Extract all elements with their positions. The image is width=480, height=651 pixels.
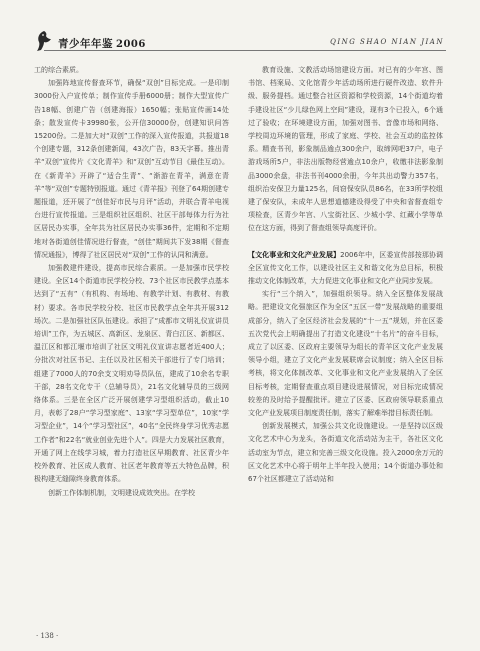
yearbook-title: [58, 36, 146, 51]
paragraph: [248, 420, 443, 486]
paragraph: [248, 249, 443, 289]
paragraph-text: 工的综合素质。: [34, 66, 83, 74]
brand-name: 青少年: [58, 38, 91, 50]
paragraph: [34, 77, 229, 262]
section-keyword: 【文化事业和文化产业发展】: [248, 250, 341, 259]
paragraph: [34, 64, 229, 77]
yearbook-year: 2006: [116, 39, 146, 50]
paragraph-text: 教育设施、文教活动场馆建设方面。对已有的少年宫、图书馆、档案局、文化馆青少年活动场所进行硬件改造、软件升级、服务提档。通过整合社区资源和学校资源，14个街道均着手建设社区“少儿绿色网上空间”建设，现有3个已投入，6个通过了验收；在环境建设方面，加强对图书、音像市场和网络、学校周边环境的管理，形成了家庭、学校、社会互动的监控体系。精查书刊，影象制品逾点300余户，取缔网吧37户，电子游戏场所5户，非法出版物经营逾点10余户，收缴非法影象制品3000余盘，非法书刊4000余册，今年共出动警力357名，组织治安保卫力量125名，间窃保安队员86名，在33所学校组建了保安队，未成年人思想道德建设得受了中央和省督查组专项检查，区青少年宫、八宝街社区、少城小学、红藏小学等单位在这方面，得到了督查组领导高度评价。: [248, 66, 443, 233]
left-text-column: [34, 64, 229, 612]
paragraph-text: 创新发展模式，加强公共文化设施建设。一是坚持以区级文化艺术中心为龙头，各街道文化活动站为主干，各社区文化活动室为节点，建立和完善三级文化设施。投入2000余万元的区文化艺术中心将于明年上半年投入使用；14个街道办事处和67个社区都建立了活动站和: [248, 422, 443, 484]
paragraph: [34, 262, 229, 486]
yearbook-label: 年鉴: [91, 38, 113, 50]
right-text-column: [248, 64, 443, 612]
paragraph-text: 实行“三个纳入”，加强组织领导。纳入全区整体发展战略。把建设文化强旅区作为全区“五区一带”发展战略的重要组成部分，纳入了全区经济社会发展的“十一五”规划，并在区委五次党代会上明确提出了打造文化建设“十名片”的奋斗目标，成立了以区委、区政府主要领导为组长的青羊区文化产业发展领导小组，建立了文化产业发展联席会议制度；纳入全区目标考核，将文化体制改革、文化事业和文化产业发展纳入了全区目标考核，定期督查重点项目建设进展情况，对目标完成情况较差的及时给予提醒批评。建立了区委、区政府领导联系重点文化产业发展项目制度责任制，落实了解难举措目标责任制。: [248, 290, 443, 418]
paragraph: [34, 487, 229, 500]
paragraph-text: 加强阵地宣传督查环节，确保“双创”目标完成。一是印制3000份入户宣传单；制作宣传手册6000册；制作大型宣传广告18幅、创建广告（创建海报）1650幅；张贴宣传画14处条；散发宣传卡39980张，公开信30000份，创建知识问答15200份。二是加大对“双创”工作的深入宣传报道，共报道18个创建专题，312条创建新闻，43次广告，83天字幕。推出青羊“双创”宣传片《文化青羊》和“双创”互动节目《最佳互动》。在《新青羊》开辟了“适合生青”、“渐游在青羊，满意在青羊”等“双创”专题特别报道。通过《青羊报》刊登了64期创建专题报道，还开展了“创佳好市民与月评”活动，并联合青羊电视台进行宣传报道。三是组织社区组织、社区干部每体力行为社区居民办实事，全年共为社区居民办实事36件，定期和不定期地对各街道创佳情况进行督查，“创佳”期间共下发38期《督查情况通报》，博得了社区居民对“双创”工作的认同和满意。: [34, 79, 229, 259]
header-divider: [44, 50, 446, 51]
paragraph-text: 2006年中，区委宣传部按那协调全区宣传文化工作，以建设社区主义和谐文化为总目标，积极推动文化体制改革，大力促进文化事业和文化产业同步发展。: [248, 250, 443, 286]
header-pinyin-title: QING SHAO NIAN JIAN: [330, 38, 444, 46]
bird-logo-icon: [34, 30, 54, 52]
page-header: [0, 0, 480, 52]
paragraph: [248, 288, 443, 420]
paragraph-text: 创新工作体制机制，文明建设成效突出。在学校: [48, 488, 195, 497]
paragraph-text: 加强教建件建设，提高市民综合素质。一是加强市民学校建设。全区14个街道市民学校分校、73个社区市民教学点基本达到了“五有”（有机构、有场地、有教学计划、有教材、有教材）要求。各市民学校分校、社区市民教学点全年共开展312场次。二是加强社区队伍建设。承担了“成都市文明礼仪宣讲员培训”工作，为五城区、高新区、龙泉区、青白江区、新都区、温江区和都江堰市培训了社区文明礼仪宣讲志愿者近400人；分批次对社区书记、主任以及社区相关干部进行了专门培训；组建了7000人的70余支文明劝导员队伍，建成了10余名专职干部，28名文化专干（总辅导员），21名文化辅导员的三级网络体系。三是在全区广泛开展创建学习型组织活动，截止10月，表彰了28户“学习型家庭”、13家“学习型单位”，10家“学习型企业”，14个“学习型社区”，40名“全民终身学习优秀志愿工作者”和22名“就业创业先进个人”。四是大力发展社区教育，开通了网上在线学习城，着力打造社区早期教育、社区青少年校外教育、社区成人教育、社区老年教育等五大特色品牌，积极构建无缝隙终身教育体系。: [34, 264, 229, 484]
paragraph: [248, 64, 443, 236]
page-number: · 138 ·: [36, 632, 59, 640]
